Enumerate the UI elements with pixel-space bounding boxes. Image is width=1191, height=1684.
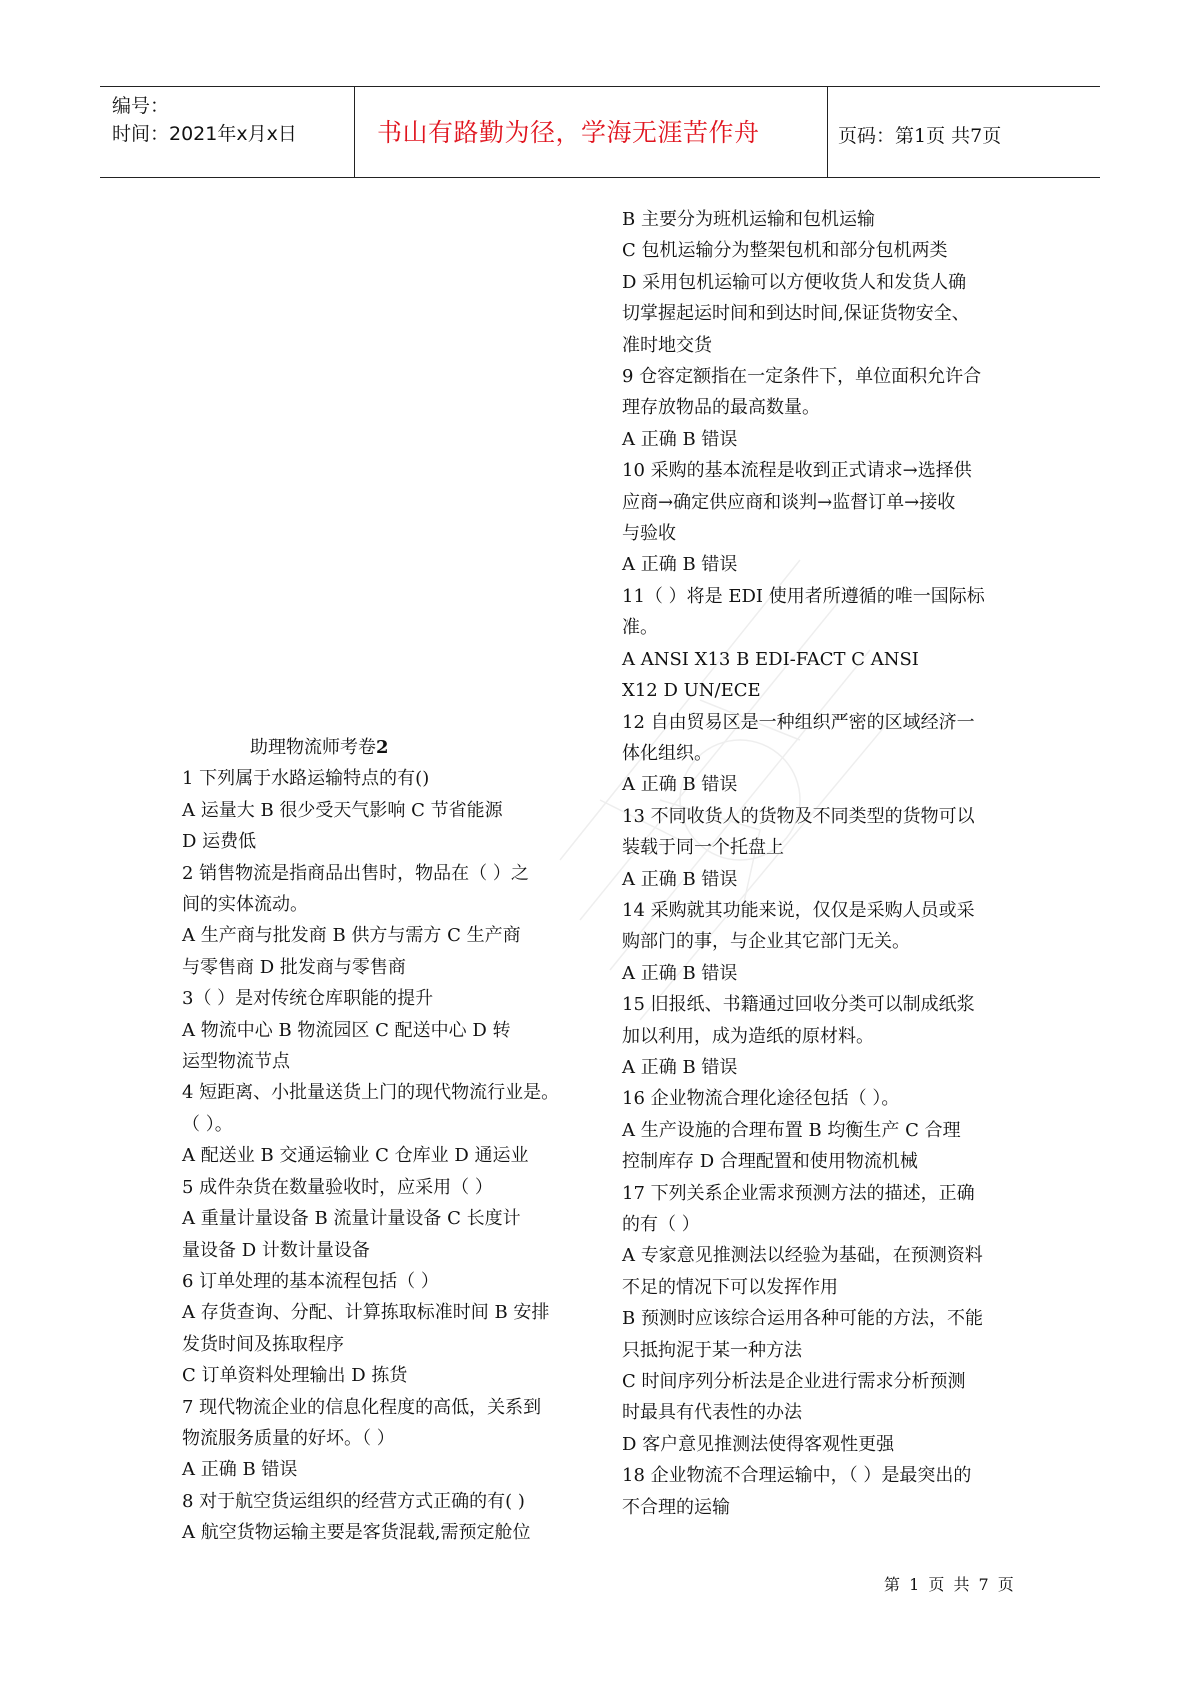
- text-line: 切掌握起运时间和到达时间,保证货物安全、: [622, 303, 970, 325]
- text-line: A 运量大 B 很少受天气影响 C 节省能源: [182, 799, 503, 821]
- text-line: 不足的情况下可以发挥作用: [622, 1276, 838, 1298]
- text-line: 9 仓容定额指在一定条件下，单位面积允许合: [622, 366, 982, 388]
- text-line: 2 销售物流是指商品出售时，物品在（ ）之: [182, 862, 529, 884]
- text-line: 8 对于航空货运组织的经营方式正确的有( ): [182, 1490, 525, 1512]
- text-line: A 配送业 B 交通运输业 C 仓库业 D 通运业: [182, 1145, 529, 1167]
- header-motto-cell: [355, 87, 828, 177]
- text-line: B 预测时应该综合运用各种可能的方法，不能: [622, 1308, 983, 1330]
- serial-label: 编号：: [112, 95, 170, 117]
- text-line: 控制库存 D 合理配置和使用物流机械: [622, 1151, 918, 1173]
- text-line: D 运费低: [182, 831, 257, 853]
- text-line: 7 现代物流企业的信息化程度的高低，关系到: [182, 1396, 542, 1418]
- text-line: 1 下列属于水路运输特点的有(): [182, 768, 430, 790]
- text-line: 11（ ）将是 EDI 使用者所遵循的唯一国际标: [622, 585, 985, 607]
- text-line: 14 采购就其功能来说，仅仅是采购人员或采: [622, 899, 975, 921]
- text-line: 体化组织。: [622, 742, 712, 764]
- text-line: 4 短距离、小批量送货上门的现代物流行业是。: [182, 1082, 560, 1104]
- text-line: 量设备 D 计数计量设备: [182, 1239, 370, 1261]
- text-line: A 专家意见推测法以经验为基础，在预测资料: [622, 1245, 983, 1267]
- text-line: A 物流中心 B 物流园区 C 配送中心 D 转: [182, 1019, 511, 1041]
- text-line: 5 成件杂货在数量验收时，应采用（ ）: [182, 1176, 493, 1198]
- text-line: 15 旧报纸、书籍通过回收分类可以制成纸浆: [622, 994, 975, 1016]
- right-column: [622, 204, 985, 1523]
- text-line: A 生产设施的合理布置 B 均衡生产 C 合理: [622, 1119, 961, 1141]
- exam-title: [182, 732, 559, 763]
- text-line: 13 不同收货人的货物及不同类型的货物可以: [622, 805, 975, 827]
- text-line: C 包机运输分为整架包机和部分包机两类: [622, 240, 948, 262]
- text-line: 理存放物品的最高数量。: [622, 397, 820, 419]
- text-line: （ ）。: [182, 1113, 233, 1135]
- text-line: A 航空货物运输主要是客货混载,需预定舱位: [182, 1522, 531, 1544]
- text-line: 只抵拘泥于某一种方法: [622, 1339, 802, 1361]
- text-line: D 客户意见推测法使得客观性更强: [622, 1433, 895, 1455]
- text-line: 物流服务质量的好坏。（ ）: [182, 1427, 395, 1449]
- text-line: A 正确 B 错误: [182, 1459, 298, 1481]
- text-line: 准。: [622, 617, 658, 639]
- text-line: 购部门的事，与企业其它部门无关。: [622, 931, 910, 953]
- header-right-cell: [828, 87, 1100, 177]
- text-line: 发货时间及拣取程序: [182, 1333, 344, 1355]
- text-line: 17 下列关系企业需求预测方法的描述，正确: [622, 1182, 975, 1204]
- text-line: 10 采购的基本流程是收到正式请求→选择供: [622, 460, 972, 482]
- text-line: 运型物流节点: [182, 1051, 290, 1073]
- text-line: 18 企业物流不合理运输中，（ ）是最突出的: [622, 1465, 972, 1487]
- text-line: 的有（ ）: [622, 1214, 700, 1235]
- text-line: A 正确 B 错误: [622, 428, 738, 450]
- text-line: 应商→确定供应商和谈判→监督订单→接收: [622, 491, 956, 513]
- text-line: 加以利用，成为造纸的原材料。: [622, 1025, 874, 1047]
- text-line: 间的实体流动。: [182, 894, 308, 916]
- text-line: A 正确 B 错误: [622, 868, 738, 890]
- header-left-cell: [100, 87, 355, 177]
- text-line: X12 D UN/ECE: [622, 680, 761, 702]
- page-footer: 第 1 页 共 7 页: [884, 1575, 1016, 1594]
- page-header: [100, 86, 1100, 178]
- text-line: 16 企业物流合理化途径包括（ ）。: [622, 1088, 900, 1110]
- text-line: 不合理的运输: [622, 1496, 730, 1518]
- text-line: 准时地交货: [622, 334, 712, 356]
- text-line: 12 自由贸易区是一种组织严密的区域经济一: [622, 711, 975, 733]
- text-line: A 存货查询、分配、计算拣取标准时间 B 安排: [182, 1302, 550, 1324]
- text-line: C 订单资料处理输出 D 拣货: [182, 1365, 408, 1387]
- text-line: A ANSI X13 B EDI-FACT C ANSI: [622, 648, 919, 670]
- text-line: A 正确 B 错误: [622, 554, 738, 576]
- left-column: [182, 732, 559, 1549]
- text-line: 3（ ）是对传统仓库职能的提升: [182, 988, 434, 1010]
- text-line: A 生产商与批发商 B 供方与需方 C 生产商: [182, 925, 521, 947]
- text-line: A 重量计量设备 B 流量计量设备 C 长度计: [182, 1208, 521, 1230]
- text-line: A 正确 B 错误: [622, 774, 738, 796]
- time-label: 时间：2021年x月x日: [112, 123, 297, 145]
- text-line: C 时间序列分析法是企业进行需求分析预测: [622, 1371, 966, 1393]
- text-line: 与验收: [622, 523, 676, 545]
- text-line: 与零售商 D 批发商与零售商: [182, 956, 406, 978]
- text-line: 6 订单处理的基本流程包括（ ）: [182, 1270, 439, 1292]
- motto: 书山有路勤为径，学海无涯苦作舟: [377, 118, 760, 147]
- text-line: A 正确 B 错误: [622, 962, 738, 984]
- page-info: 页码：第1页 共7页: [838, 125, 1002, 147]
- text-line: 装载于同一个托盘上: [622, 837, 784, 859]
- text-line: B 主要分为班机运输和包机运输: [622, 209, 875, 230]
- exam-title-number: 2: [376, 737, 389, 758]
- text-line: 时最具有代表性的办法: [622, 1402, 802, 1424]
- text-line: A 正确 B 错误: [622, 1056, 738, 1078]
- text-line: D 采用包机运输可以方便收货人和发货人确: [622, 271, 967, 293]
- exam-title-text: 助理物流师考卷: [250, 737, 376, 758]
